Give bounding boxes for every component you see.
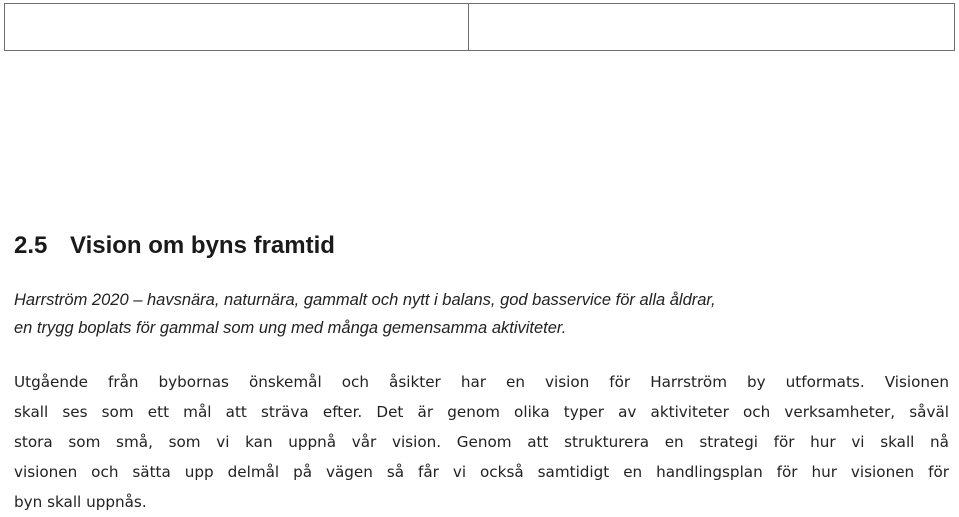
header-table-cell-left <box>5 4 469 50</box>
body-paragraph-line: visionen och sätta upp delmål på vägen så får vi också samtidigt en handlingsplan för hur visionen för <box>14 463 949 481</box>
section-number: 2.5 <box>14 232 48 259</box>
section-title: Vision om byns framtid <box>70 232 335 259</box>
header-table <box>4 3 955 51</box>
vision-statement <box>14 286 944 342</box>
body-paragraph-line: Utgående från bybornas önskemål och åsikter har en vision för Harrström by utformats. Visionen <box>14 373 949 391</box>
body-paragraph <box>14 367 949 517</box>
vision-statement-line: en trygg boplats för gammal som ung med många gemensamma aktiviteter. <box>14 319 567 337</box>
body-paragraph-line: byn skall uppnås. <box>14 493 147 511</box>
section-heading <box>14 229 335 263</box>
header-table-cell-right <box>469 4 954 50</box>
body-paragraph-line: stora som små, som vi kan uppnå vår vision. Genom att strukturera en strategi för hur vi skall nå <box>14 433 949 451</box>
body-paragraph-line: skall ses som ett mål att sträva efter. Det är genom olika typer av aktiviteter och verksamheter, såväl <box>14 403 949 421</box>
vision-statement-line: Harrström 2020 – havsnära, naturnära, gammalt och nytt i balans, god basservice för alla åldrar, <box>14 291 716 309</box>
